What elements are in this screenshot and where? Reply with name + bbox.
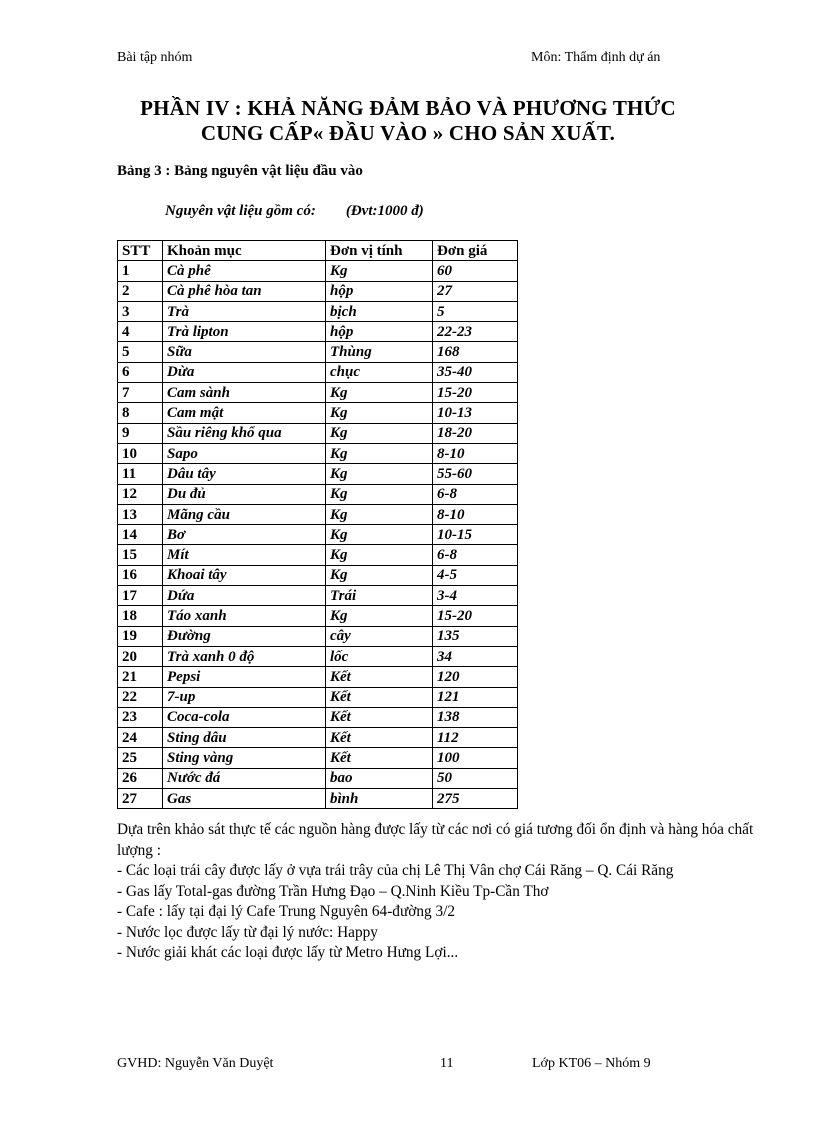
cell-item: Du đủ — [163, 484, 326, 504]
cell-price: 18-20 — [433, 423, 518, 443]
header-right: Môn: Thẩm định dự án — [531, 50, 661, 65]
cell-stt: 18 — [118, 606, 163, 626]
cell-price: 55-60 — [433, 464, 518, 484]
cell-unit: chục — [326, 362, 433, 382]
cell-price: 50 — [433, 768, 518, 788]
cell-unit: Kg — [326, 261, 433, 281]
table-body — [118, 261, 518, 809]
cell-item: Khoai tây — [163, 565, 326, 585]
table-row — [118, 646, 518, 666]
table-row — [118, 504, 518, 524]
table-row — [118, 403, 518, 423]
cell-price: 8-10 — [433, 443, 518, 463]
page-number: 11 — [440, 1056, 454, 1071]
cell-price: 168 — [433, 342, 518, 362]
cell-price: 275 — [433, 789, 518, 809]
cell-unit: Kg — [326, 443, 433, 463]
cell-unit: Kết — [326, 687, 433, 707]
table-row — [118, 545, 518, 565]
cell-stt: 10 — [118, 443, 163, 463]
cell-price: 27 — [433, 281, 518, 301]
cell-stt: 8 — [118, 403, 163, 423]
header-left: Bài tập nhóm — [117, 50, 193, 65]
cell-price: 4-5 — [433, 565, 518, 585]
cell-unit: Kg — [326, 403, 433, 423]
note-item: - Các loại trái cây được lấy ở vựa trái trây của chị Lê Thị Vân chợ Cái Răng – Q. Cái Răng — [117, 862, 674, 879]
cell-price: 34 — [433, 646, 518, 666]
cell-stt: 2 — [118, 281, 163, 301]
unit-note: (Đvt:1000 đ) — [345, 203, 424, 219]
cell-item: Sữa — [163, 342, 326, 362]
cell-item: Trà xanh 0 độ — [163, 646, 326, 666]
materials-intro — [165, 203, 424, 220]
cell-item: Mãng cầu — [163, 504, 326, 524]
table-row — [118, 626, 518, 646]
cell-unit: cây — [326, 626, 433, 646]
cell-item: Bơ — [163, 525, 326, 545]
cell-stt: 27 — [118, 789, 163, 809]
cell-item: Mít — [163, 545, 326, 565]
cell-unit: Thùng — [326, 342, 433, 362]
cell-unit: Kết — [326, 707, 433, 727]
cell-price: 15-20 — [433, 383, 518, 403]
cell-unit: bình — [326, 789, 433, 809]
cell-stt: 1 — [118, 261, 163, 281]
cell-price: 6-8 — [433, 484, 518, 504]
table-row — [118, 362, 518, 382]
cell-price: 8-10 — [433, 504, 518, 524]
cell-stt: 22 — [118, 687, 163, 707]
cell-unit: Kg — [326, 423, 433, 443]
cell-unit: Kg — [326, 484, 433, 504]
table-row — [118, 707, 518, 727]
cell-item: Sting dâu — [163, 728, 326, 748]
cell-unit: Kg — [326, 464, 433, 484]
cell-item: Sầu riêng khổ qua — [163, 423, 326, 443]
note-item: - Nước lọc được lấy từ đại lý nước: Happy — [117, 923, 378, 941]
cell-item: Trà lipton — [163, 322, 326, 342]
materials-intro-text: Nguyên vật liệu gồm có: — [165, 203, 316, 219]
table-row — [118, 261, 518, 281]
cell-item: Dâu tây — [163, 464, 326, 484]
cell-item: Gas — [163, 789, 326, 809]
table-row — [118, 728, 518, 748]
cell-item: Coca-cola — [163, 707, 326, 727]
cell-unit: Kết — [326, 667, 433, 687]
cell-item: Cà phê — [163, 261, 326, 281]
cell-item: Trà — [163, 301, 326, 321]
cell-price: 135 — [433, 626, 518, 646]
cell-price: 6-8 — [433, 545, 518, 565]
cell-unit: Kg — [326, 565, 433, 585]
cell-price: 121 — [433, 687, 518, 707]
cell-unit: bao — [326, 768, 433, 788]
table-row — [118, 484, 518, 504]
table-row — [118, 768, 518, 788]
table-row — [118, 423, 518, 443]
cell-unit: Kg — [326, 525, 433, 545]
cell-price: 112 — [433, 728, 518, 748]
table-row — [118, 281, 518, 301]
table-row — [118, 464, 518, 484]
cell-stt: 25 — [118, 748, 163, 768]
header-price: Đơn giá — [433, 241, 518, 261]
cell-stt: 15 — [118, 545, 163, 565]
cell-item: Cam mật — [163, 403, 326, 423]
cell-price: 5 — [433, 301, 518, 321]
table-header-row — [118, 241, 518, 261]
cell-stt: 11 — [118, 464, 163, 484]
footer-class: Lớp KT06 – Nhóm 9 — [532, 1056, 651, 1071]
cell-unit: hộp — [326, 281, 433, 301]
cell-unit: Kg — [326, 606, 433, 626]
page-title-line-1: PHẦN IV : KHẢ NĂNG ĐẢM BẢO VÀ PHƯƠNG THỨC — [140, 96, 676, 120]
note-item: - Nước giải khát các loại được lấy từ Metro Hưng Lợi... — [117, 944, 459, 961]
cell-unit: Kg — [326, 545, 433, 565]
cell-price: 138 — [433, 707, 518, 727]
cell-unit: Kết — [326, 728, 433, 748]
table-row — [118, 687, 518, 707]
cell-stt: 14 — [118, 525, 163, 545]
cell-price: 22-23 — [433, 322, 518, 342]
table-row — [118, 383, 518, 403]
note-item: - Cafe : lấy tại đại lý Cafe Trung Nguyên 64-đường 3/2 — [117, 903, 455, 920]
table-row — [118, 443, 518, 463]
cell-item: Sapo — [163, 443, 326, 463]
note-paragraph: Dựa trên khảo sát thực tế các nguồn hàng được lấy từ các nơi có giá tương đối ổn định và hàng hóa chất lượng : — [117, 821, 754, 859]
cell-item: Đường — [163, 626, 326, 646]
cell-unit: hộp — [326, 322, 433, 342]
cell-stt: 6 — [118, 362, 163, 382]
header-item: Khoản mục — [163, 241, 326, 261]
cell-item: Nước đá — [163, 768, 326, 788]
cell-stt: 20 — [118, 646, 163, 666]
cell-price: 3-4 — [433, 586, 518, 606]
table-caption: Bảng 3 : Bảng nguyên vật liệu đầu vào — [117, 163, 363, 179]
footer-instructor: GVHD: Nguyễn Văn Duyệt — [117, 1056, 274, 1071]
cell-stt: 4 — [118, 322, 163, 342]
cell-stt: 7 — [118, 383, 163, 403]
cell-unit: Kg — [326, 383, 433, 403]
cell-unit: lốc — [326, 646, 433, 666]
cell-stt: 21 — [118, 667, 163, 687]
table-row — [118, 322, 518, 342]
table-row — [118, 748, 518, 768]
cell-stt: 9 — [118, 423, 163, 443]
cell-stt: 23 — [118, 707, 163, 727]
notes-section — [117, 820, 757, 964]
cell-item: Dừa — [163, 362, 326, 382]
table-row — [118, 667, 518, 687]
table-row — [118, 301, 518, 321]
cell-stt: 5 — [118, 342, 163, 362]
table-row — [118, 789, 518, 809]
header-stt: STT — [118, 241, 163, 261]
cell-unit: Kg — [326, 504, 433, 524]
cell-price: 60 — [433, 261, 518, 281]
page-title-line-2: CUNG CẤP« ĐẦU VÀO » CHO SẢN XUẤT. — [200, 121, 616, 145]
table-row — [118, 606, 518, 626]
materials-table — [117, 240, 518, 809]
cell-unit: Kết — [326, 748, 433, 768]
cell-item: Dứa — [163, 586, 326, 606]
cell-item: Sting vàng — [163, 748, 326, 768]
cell-price: 100 — [433, 748, 518, 768]
cell-stt: 17 — [118, 586, 163, 606]
cell-stt: 26 — [118, 768, 163, 788]
cell-unit: Trái — [326, 586, 433, 606]
table-row — [118, 586, 518, 606]
cell-stt: 13 — [118, 504, 163, 524]
cell-item: Cà phê hòa tan — [163, 281, 326, 301]
cell-item: Pepsi — [163, 667, 326, 687]
table-row — [118, 342, 518, 362]
cell-price: 15-20 — [433, 606, 518, 626]
cell-stt: 16 — [118, 565, 163, 585]
cell-item: Cam sành — [163, 383, 326, 403]
cell-price: 10-13 — [433, 403, 518, 423]
cell-stt: 12 — [118, 484, 163, 504]
cell-item: 7-up — [163, 687, 326, 707]
table-row — [118, 565, 518, 585]
cell-stt: 19 — [118, 626, 163, 646]
cell-price: 10-15 — [433, 525, 518, 545]
cell-stt: 24 — [118, 728, 163, 748]
cell-item: Táo xanh — [163, 606, 326, 626]
header-unit: Đơn vị tính — [326, 241, 433, 261]
cell-stt: 3 — [118, 301, 163, 321]
table-row — [118, 525, 518, 545]
cell-price: 120 — [433, 667, 518, 687]
cell-unit: bịch — [326, 301, 433, 321]
cell-price: 35-40 — [433, 362, 518, 382]
note-item: - Gas lấy Total-gas đường Trần Hưng Đạo – Q.Ninh Kiều Tp-Cần Thơ — [117, 882, 549, 900]
